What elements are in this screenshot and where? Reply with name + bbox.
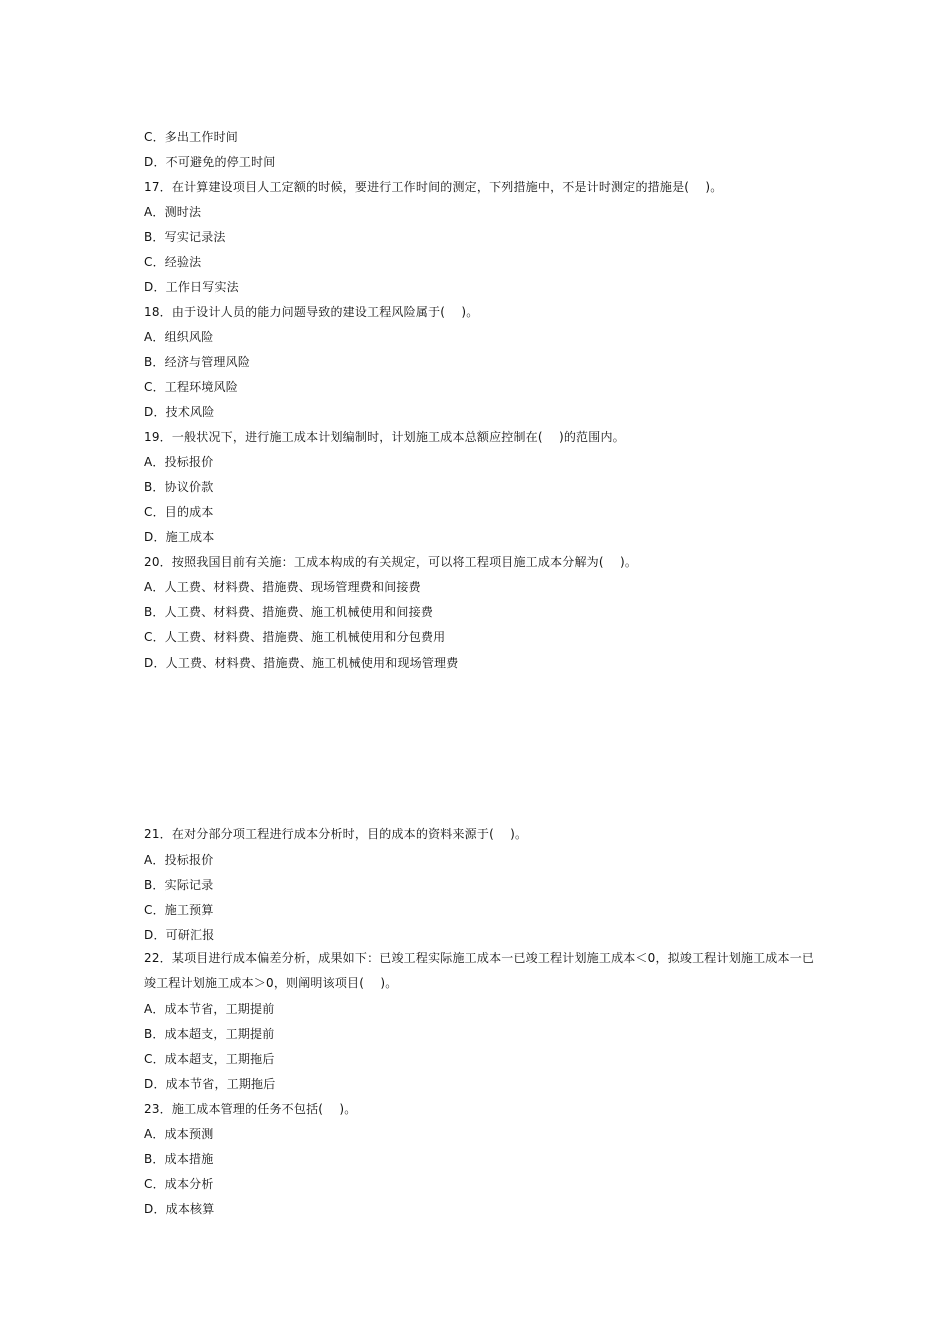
- question-20: 20．按照我国目前有关施：工成本构成的有关规定，可以将工程项目施工成本分解为( )。: [144, 555, 638, 569]
- q17-option-c: C．经验法: [144, 255, 202, 269]
- q17-option-b: B．写实记录法: [144, 230, 226, 244]
- q18-option-c: C．工程环境风险: [144, 380, 238, 394]
- q18-option-b: B．经济与管理风险: [144, 355, 251, 369]
- q21-option-a: A．投标报价: [144, 853, 214, 867]
- q18-option-d: D．技术风险: [144, 405, 215, 419]
- q18-option-a: A．组织风险: [144, 330, 214, 344]
- q19-option-a: A．投标报价: [144, 455, 214, 469]
- question-21: 21．在对分部分项工程进行成本分析时，目的成本的资料来源于( )。: [144, 827, 528, 841]
- q22-option-c: C．成本超支，工期拖后: [144, 1052, 275, 1066]
- q19-option-d: D．施工成本: [144, 530, 215, 544]
- q17-option-a: A．测时法: [144, 205, 202, 219]
- q17-option-d: D．工作日写实法: [144, 280, 239, 294]
- q23-option-a: A．成本预测: [144, 1127, 214, 1141]
- option-c-line: C．多出工作时间: [144, 130, 238, 144]
- q22-option-b: B．成本超支，工期提前: [144, 1027, 275, 1041]
- q19-option-b: B．协议价款: [144, 480, 214, 494]
- q22-option-a: A．成本节省，工期提前: [144, 1002, 275, 1016]
- q23-option-d: D．成本核算: [144, 1202, 215, 1216]
- q20-option-b: B．人工费、材料费、措施费、施工机械使用和间接费: [144, 605, 434, 619]
- q23-option-b: B．成本措施: [144, 1152, 214, 1166]
- q20-option-a: A．人工费、材料费、措施费、现场管理费和间接费: [144, 580, 421, 594]
- question-19: 19．一般状况下，进行施工成本计划编制时，计划施工成本总额应控制在( )的范围内。: [144, 430, 625, 444]
- q20-option-c: C．人工费、材料费、措施费、施工机械使用和分包费用: [144, 630, 446, 644]
- question-18: 18．由于设计人员的能力问题导致的建设工程风险属于( )。: [144, 305, 479, 319]
- q20-option-d: D．人工费、材料费、措施费、施工机械使用和现场管理费: [144, 656, 459, 670]
- q21-option-d: D．可研汇报: [144, 928, 215, 942]
- option-d-line: D．不可避免的停工时间: [144, 155, 276, 169]
- q21-option-c: C．施工预算: [144, 903, 214, 917]
- question-23: 23．施工成本管理的任务不包括( )。: [144, 1102, 357, 1116]
- q22-option-d: D．成本节省，工期拖后: [144, 1077, 276, 1091]
- question-22: 22．某项目进行成本偏差分析，成果如下：已竣工程实际施工成本一已竣工程计划施工成本＜0，拟竣工程计划施工成本一已竣工程计划施工成本＞0，则阐明该项目( )。: [144, 951, 815, 990]
- q19-option-c: C．目的成本: [144, 505, 214, 519]
- q23-option-c: C．成本分析: [144, 1177, 214, 1191]
- question-17: 17．在计算建设项目人工定额的时候，要进行工作时间的测定，下列措施中，不是计时测定的措施是( )。: [144, 180, 723, 194]
- q21-option-b: B．实际记录: [144, 878, 214, 892]
